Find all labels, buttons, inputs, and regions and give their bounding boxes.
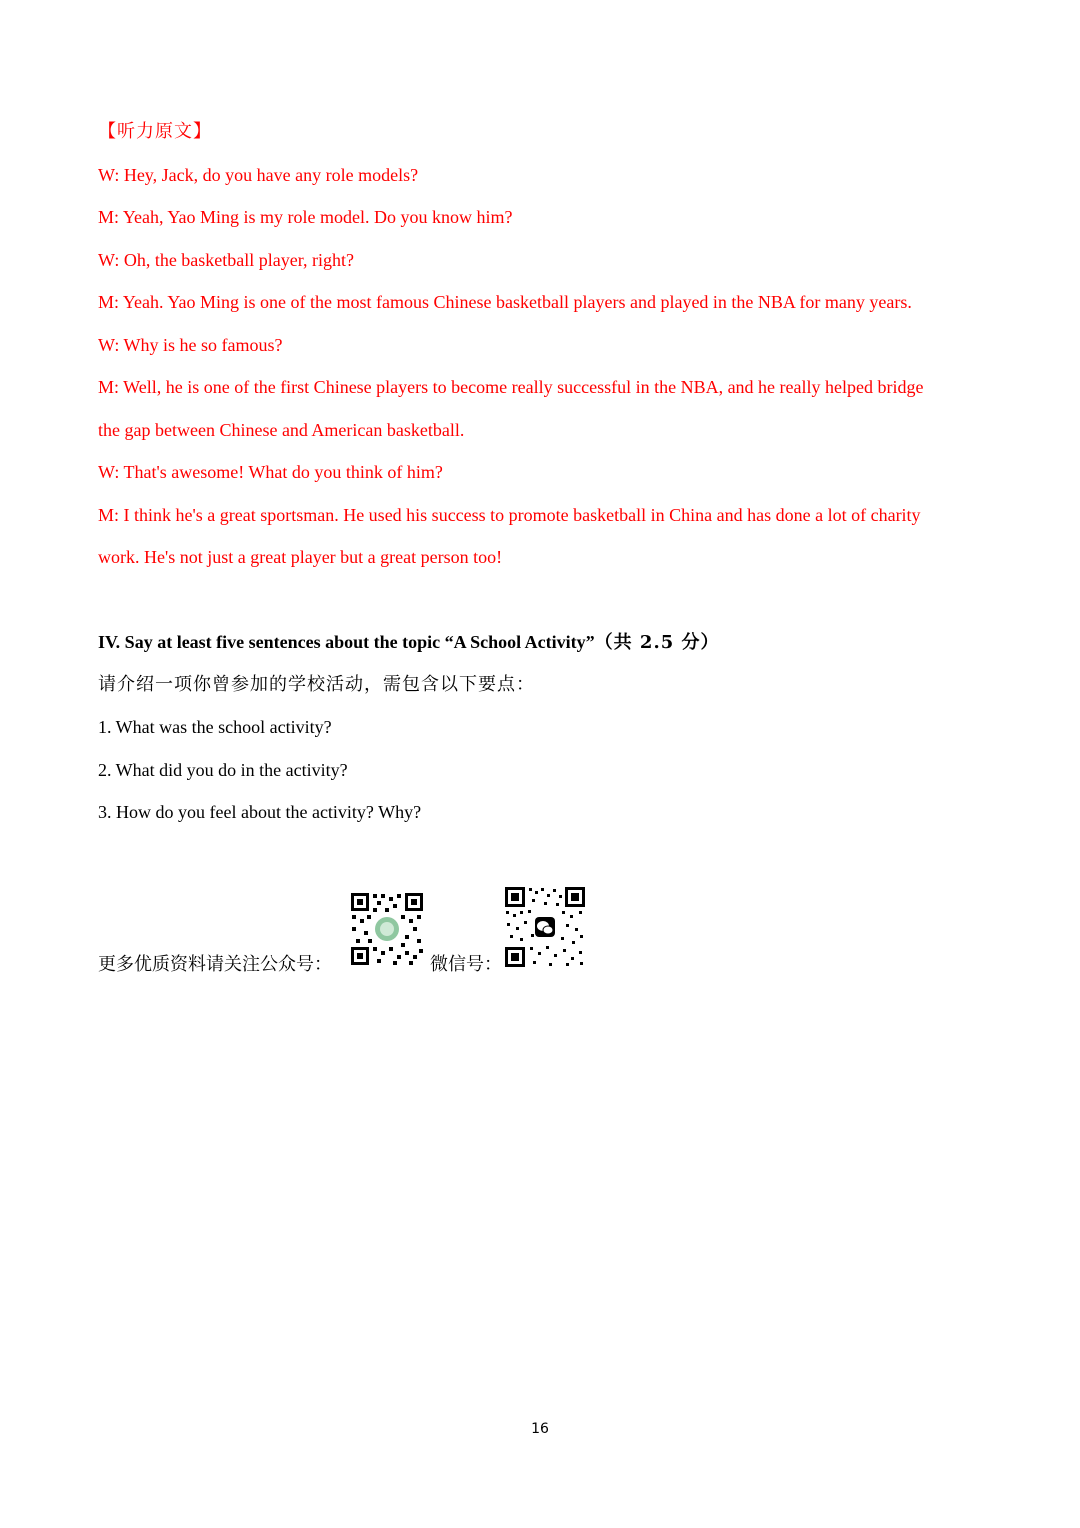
public-account-qr-code: [350, 892, 424, 966]
public-account-label: 更多优质资料请关注公众号：: [98, 954, 332, 975]
transcript-line: W: Why is he so famous?: [98, 335, 283, 355]
transcript-line: W: That's awesome! What do you think of him?: [98, 462, 443, 482]
section-title-row: [98, 630, 720, 655]
transcript-line: M: Well, he is one of the first Chinese players to become really successful in the NBA, and he really helped bridge: [98, 377, 924, 397]
transcript-line: W: Hey, Jack, do you have any role models?: [98, 165, 419, 185]
page-number: 16: [531, 1421, 549, 1437]
transcript-line: work. He's not just a great player but a great person too!: [98, 547, 503, 567]
qr-code-icon: [350, 892, 424, 966]
transcript-heading: 【听力原文】: [98, 121, 212, 142]
transcript-line: W: Oh, the basketball player, right?: [98, 250, 355, 270]
section-instruction: 请介绍一项你曾参加的学校活动，需包含以下要点：: [98, 674, 535, 695]
transcript-line: M: Yeah. Yao Ming is one of the most famous Chinese basketball players and played in the NBA for many years.: [98, 292, 912, 312]
section-title: IV. Say at least five sentences about the topic “A School Activity”: [98, 632, 595, 652]
question-point: 1. What was the school activity?: [98, 717, 332, 737]
section-score: （共 2.5 分）: [594, 632, 720, 653]
transcript-line: M: Yeah, Yao Ming is my role model. Do you know him?: [98, 207, 513, 227]
wechat-label: 微信号：: [430, 954, 502, 975]
question-point: 2. What did you do in the activity?: [98, 760, 348, 780]
question-point: 3. How do you feel about the activity? Why?: [98, 802, 422, 822]
wechat-qr-code: [504, 886, 586, 968]
transcript-line: M: I think he's a great sportsman. He used his success to promote basketball in China and has done a lot of charity: [98, 505, 921, 525]
qr-code-icon: [504, 886, 586, 968]
transcript-line: the gap between Chinese and American basketball.: [98, 420, 465, 440]
